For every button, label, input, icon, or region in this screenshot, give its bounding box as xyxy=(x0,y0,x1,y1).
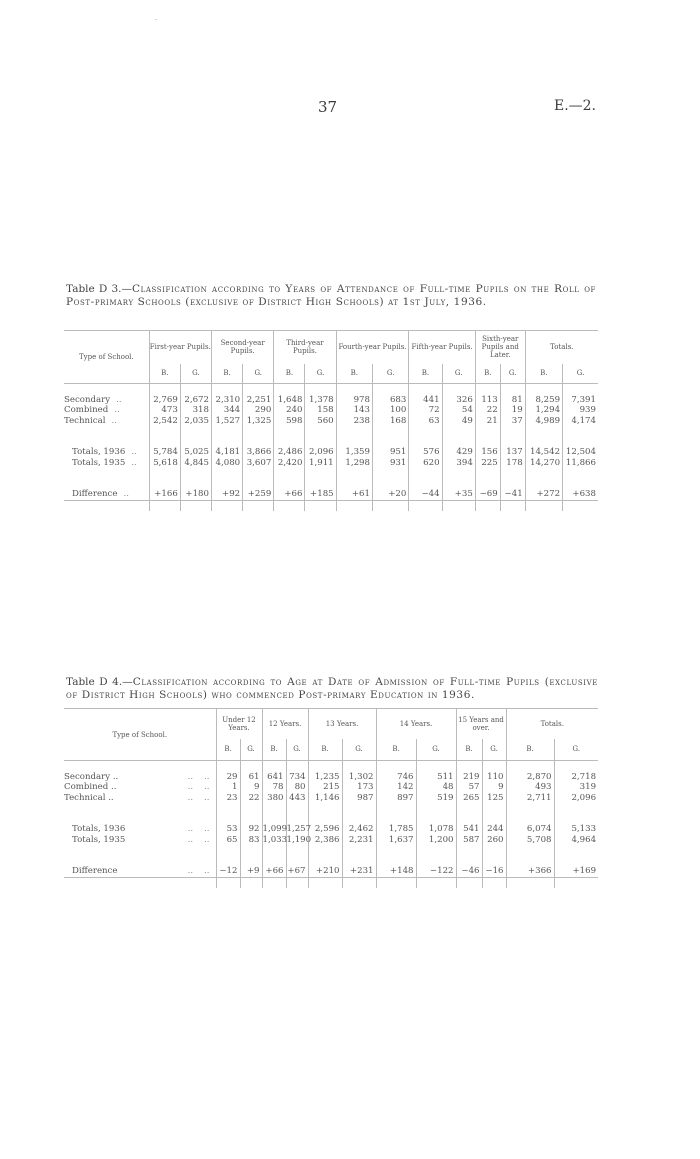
table-cell: +20 xyxy=(372,489,408,500)
table-cell: 48 xyxy=(416,782,456,793)
table-cell: 178 xyxy=(500,458,525,469)
row-label: Totals, 1936 xyxy=(72,824,126,834)
table-cell: 734 xyxy=(286,772,308,783)
table-cell: 2,462 xyxy=(342,824,376,835)
table-cell: 1,325 xyxy=(243,416,274,427)
table-row xyxy=(64,489,598,500)
table-cell: +185 xyxy=(305,489,336,500)
table-d4-caption xyxy=(66,676,598,702)
table-cell: 1,648 xyxy=(274,395,305,406)
table-cell: 61 xyxy=(240,772,262,783)
table-d3-caption-label: Table D 3.— xyxy=(66,283,132,295)
table-cell: 14,270 xyxy=(525,458,562,469)
table-cell: 587 xyxy=(456,835,482,846)
table-row xyxy=(64,793,598,804)
table-cell: 1,294 xyxy=(525,405,562,416)
row-label: Secondary .. xyxy=(64,771,119,782)
table-cell: 7,391 xyxy=(571,394,596,405)
table-cell: 83 xyxy=(240,835,262,846)
table-cell: 21 xyxy=(475,416,500,427)
table-cell: +166 xyxy=(149,489,180,500)
table-cell: −41 xyxy=(500,489,525,500)
table-cell: 23 xyxy=(216,793,240,804)
table-cell: 290 xyxy=(243,405,274,416)
boys-subheader: B. xyxy=(525,364,562,384)
table-cell: 939 xyxy=(579,405,596,415)
table-cell: 1,527 xyxy=(211,416,242,427)
girls-subheader: G. xyxy=(500,364,525,384)
table-cell: +67 xyxy=(286,866,308,877)
table-cell: 951 xyxy=(372,447,408,458)
table-cell: 519 xyxy=(416,793,456,804)
table-cell: 238 xyxy=(336,416,372,427)
table-cell: 22 xyxy=(240,793,262,804)
table-cell: 1,200 xyxy=(416,835,456,846)
table-cell: 72 xyxy=(409,405,442,416)
girls-subheader: G. xyxy=(416,739,456,761)
table-cell: 3,607 xyxy=(243,458,274,469)
table-cell: 137 xyxy=(500,447,525,458)
table-row xyxy=(64,416,598,427)
table-row xyxy=(64,447,598,458)
table-d4-group-header: 13 Years. xyxy=(308,709,376,739)
table-row xyxy=(64,772,598,783)
row-label: Combined .. xyxy=(64,782,117,792)
leader-dots: .. .. xyxy=(187,771,210,782)
table-cell: 1,190 xyxy=(286,834,312,845)
table-cell: 260 xyxy=(482,835,506,846)
table-cell: 49 xyxy=(442,416,475,427)
girls-subheader: G. xyxy=(576,369,585,378)
table-cell: 493 xyxy=(506,782,554,793)
table-cell: +61 xyxy=(336,489,372,500)
table-cell: 142 xyxy=(376,782,416,793)
table-cell: 240 xyxy=(274,405,305,416)
table-row xyxy=(64,824,598,835)
table-cell: +366 xyxy=(506,866,554,877)
table-cell: 2,486 xyxy=(274,447,305,458)
table-d4-group-header: Totals. xyxy=(540,719,564,728)
row-label: Combined xyxy=(64,405,109,415)
table-cell: 2,596 xyxy=(308,824,342,835)
table-cell: 1,033 xyxy=(262,834,288,845)
table-cell: 2,420 xyxy=(274,458,305,469)
table-cell: 429 xyxy=(442,447,475,458)
table-d3-type-header: Type of School. xyxy=(64,331,149,384)
leader-dots: .. xyxy=(116,394,122,405)
table-d4 xyxy=(64,708,598,888)
table-d3-group-header: Totals. xyxy=(550,343,574,352)
table-cell: 173 xyxy=(342,782,376,793)
girls-subheader: G. xyxy=(372,364,408,384)
table-cell: 2,542 xyxy=(149,416,180,427)
leader-dots: .. .. xyxy=(187,824,210,834)
table-cell: 265 xyxy=(456,793,482,804)
table-cell: 326 xyxy=(442,395,475,406)
row-label: Totals, 1935 xyxy=(72,457,126,468)
table-cell: 5,025 xyxy=(180,447,211,458)
table-cell: 19 xyxy=(500,405,525,416)
table-cell: 1,785 xyxy=(376,824,416,835)
table-cell: 92 xyxy=(240,824,262,835)
table-cell: 8,259 xyxy=(525,395,562,406)
table-cell: 54 xyxy=(442,405,475,416)
leader-dots: .. .. xyxy=(187,834,210,845)
girls-subheader: G. xyxy=(442,364,475,384)
table-cell: 125 xyxy=(482,793,506,804)
table-cell: 987 xyxy=(342,793,376,804)
table-d4-group-header: 14 Years. xyxy=(376,709,456,739)
boys-subheader: B. xyxy=(308,739,342,761)
table-cell: 4,845 xyxy=(180,458,211,469)
row-label: Technical xyxy=(64,415,106,426)
table-cell: +169 xyxy=(572,866,597,876)
table-cell: 394 xyxy=(442,458,475,469)
table-cell: 441 xyxy=(409,395,442,406)
table-cell: 5,133 xyxy=(571,824,597,834)
table-cell: 37 xyxy=(500,416,525,427)
table-cell: 2,672 xyxy=(180,395,211,406)
table-cell: 113 xyxy=(475,395,500,406)
leader-dots: .. .. xyxy=(187,792,210,803)
leader-dots: .. xyxy=(131,457,137,468)
table-cell: +66 xyxy=(262,866,286,877)
table-cell: 576 xyxy=(409,447,442,458)
table-d3 xyxy=(64,330,598,511)
table-cell: +35 xyxy=(442,489,475,500)
table-cell: −122 xyxy=(416,866,456,877)
table-cell: 5,784 xyxy=(149,447,180,458)
table-cell: 897 xyxy=(376,793,416,804)
table-d3-group-header: Fourth-year Pupils. xyxy=(336,331,409,364)
table-d3-group-header: Third-year Pupils. xyxy=(274,331,336,364)
table-d3-caption-text: Classification according to Years of Attendance of Full-time Pupils on the Roll of Post-primary Schools (exclusive of District High Schools) at 1st July, 1936. xyxy=(66,283,596,308)
table-cell: 1,378 xyxy=(305,395,336,406)
table-d4-group-header: 12 Years. xyxy=(262,709,308,739)
leader-dots: .. xyxy=(131,447,137,457)
table-d4-type-header: Type of School. xyxy=(64,709,216,761)
table-cell: 53 xyxy=(216,824,240,835)
table-cell: 2,251 xyxy=(243,395,274,406)
table-cell: 473 xyxy=(149,405,180,416)
leader-dots: .. .. xyxy=(187,782,210,792)
table-cell: 1,146 xyxy=(308,793,342,804)
row-label: Totals, 1936 xyxy=(72,447,126,457)
row-label: Secondary xyxy=(64,394,111,405)
row-label: Difference xyxy=(72,489,118,499)
table-d3-group-header: Fifth-year Pupils. xyxy=(409,331,475,364)
table-cell: 2,096 xyxy=(571,792,597,803)
table-cell: 4,174 xyxy=(571,415,596,426)
table-cell: 2,870 xyxy=(506,772,554,783)
table-cell: 2,769 xyxy=(149,395,180,406)
table-cell: +638 xyxy=(572,489,596,499)
leader-dots: .. xyxy=(111,415,117,426)
table-d4-caption-text: Classification according to Age at Date of Admission of Full-time Pupils (exclusive of District High Schools) who commenced Post-primary Education in 1936. xyxy=(66,676,599,701)
table-cell: 11,866 xyxy=(565,457,596,468)
table-cell: 6,074 xyxy=(506,824,554,835)
table-cell: 1,911 xyxy=(305,458,336,469)
table-cell: 158 xyxy=(305,405,336,416)
table-cell: 380 xyxy=(262,793,286,804)
table-cell: 931 xyxy=(372,458,408,469)
table-cell: 2,035 xyxy=(180,416,211,427)
table-cell: 319 xyxy=(579,782,597,792)
row-label: Technical .. xyxy=(64,792,114,803)
table-row xyxy=(64,866,598,877)
table-cell: 1,257 xyxy=(286,824,312,834)
table-cell: 443 xyxy=(286,793,308,804)
table-cell: 560 xyxy=(305,416,336,427)
table-cell: 541 xyxy=(456,824,482,835)
table-cell: −44 xyxy=(409,489,442,500)
boys-subheader: B. xyxy=(211,364,242,384)
table-cell: 683 xyxy=(372,395,408,406)
table-cell: +231 xyxy=(342,866,376,877)
table-cell: 143 xyxy=(336,405,372,416)
table-cell: 978 xyxy=(336,395,372,406)
table-cell: 156 xyxy=(475,447,500,458)
table-cell: 168 xyxy=(372,416,408,427)
table-cell: −69 xyxy=(475,489,500,500)
table-cell: 1 xyxy=(216,782,240,793)
table-cell: 344 xyxy=(211,405,242,416)
table-cell: 4,181 xyxy=(211,447,242,458)
table-cell: 2,386 xyxy=(308,835,342,846)
boys-subheader: B. xyxy=(216,739,240,761)
table-cell: 620 xyxy=(409,458,442,469)
girls-subheader: G. xyxy=(572,745,581,754)
table-cell: 2,718 xyxy=(571,771,597,782)
table-cell: 219 xyxy=(456,772,482,783)
table-cell: +148 xyxy=(376,866,416,877)
table-cell: 1,235 xyxy=(308,772,342,783)
table-cell: 2,711 xyxy=(506,793,554,804)
table-d3-group-header: First-year Pupils. xyxy=(149,331,211,364)
table-row xyxy=(64,405,598,416)
document-reference: E.—2. xyxy=(553,98,596,114)
table-row xyxy=(64,458,598,469)
table-d3-group-header: Second-year Pupils. xyxy=(211,331,273,364)
table-cell: +9 xyxy=(240,866,262,877)
table-cell: 598 xyxy=(274,416,305,427)
table-cell: 110 xyxy=(482,772,506,783)
row-label: Difference xyxy=(72,866,118,876)
table-cell: +210 xyxy=(308,866,342,877)
table-cell: 244 xyxy=(482,824,506,835)
girls-subheader: G. xyxy=(243,364,274,384)
table-cell: 81 xyxy=(500,395,525,406)
table-cell: −46 xyxy=(456,866,482,877)
table-cell: 2,310 xyxy=(211,395,242,406)
leader-dots: .. xyxy=(114,405,120,415)
table-d3-group-header: Sixth-year Pupils and Later. xyxy=(475,331,525,364)
table-cell: −16 xyxy=(482,866,506,877)
boys-subheader: B. xyxy=(409,364,442,384)
boys-subheader: B. xyxy=(262,739,286,761)
table-row xyxy=(64,395,598,406)
table-cell: 1,099 xyxy=(262,824,288,834)
table-cell: −12 xyxy=(216,866,240,877)
table-cell: +259 xyxy=(243,489,274,500)
table-d4-group-header: 15 Years and over. xyxy=(456,709,506,739)
table-cell: 3,866 xyxy=(243,447,274,458)
table-cell: 57 xyxy=(456,782,482,793)
boys-subheader: B. xyxy=(376,739,416,761)
boys-subheader: B. xyxy=(274,364,305,384)
table-cell: 14,542 xyxy=(525,447,562,458)
row-label: Totals, 1935 xyxy=(72,834,126,845)
boys-subheader: B. xyxy=(149,364,180,384)
table-cell: 78 xyxy=(262,782,286,793)
boys-subheader: B. xyxy=(506,739,554,761)
page-number: 37 xyxy=(318,98,338,116)
table-row xyxy=(64,782,598,793)
table-cell: 9 xyxy=(482,782,506,793)
table-cell: 22 xyxy=(475,405,500,416)
boys-subheader: B. xyxy=(456,739,482,761)
table-d4-group-header: Under 12 Years. xyxy=(216,709,262,739)
table-cell: 1,302 xyxy=(342,772,376,783)
table-cell: 318 xyxy=(180,405,211,416)
table-cell: 65 xyxy=(216,835,240,846)
table-cell: 29 xyxy=(216,772,240,783)
table-row xyxy=(64,835,598,846)
table-cell: 63 xyxy=(409,416,442,427)
table-cell: +272 xyxy=(525,489,562,500)
table-cell: +66 xyxy=(274,489,305,500)
table-cell: 9 xyxy=(240,782,262,793)
girls-subheader: G. xyxy=(342,739,376,761)
table-cell: 511 xyxy=(416,772,456,783)
table-cell: 4,964 xyxy=(571,834,597,845)
girls-subheader: G. xyxy=(286,739,308,761)
table-cell: +92 xyxy=(211,489,242,500)
boys-subheader: B. xyxy=(475,364,500,384)
girls-subheader: G. xyxy=(240,739,262,761)
table-cell: 2,096 xyxy=(305,447,336,458)
table-cell: 215 xyxy=(308,782,342,793)
girls-subheader: G. xyxy=(482,739,506,761)
table-cell: 2,231 xyxy=(342,835,376,846)
girls-subheader: G. xyxy=(180,364,211,384)
table-cell: 80 xyxy=(286,782,308,793)
table-cell: 1,637 xyxy=(376,835,416,846)
table-cell: 4,080 xyxy=(211,458,242,469)
leader-dots: .. .. xyxy=(187,866,210,876)
table-cell: 641 xyxy=(262,772,286,783)
speck-mark: · xyxy=(155,17,157,24)
boys-subheader: B. xyxy=(336,364,372,384)
table-cell: 225 xyxy=(475,458,500,469)
table-d3-caption xyxy=(66,283,596,309)
girls-subheader: G. xyxy=(305,364,336,384)
table-cell: 12,504 xyxy=(565,447,596,457)
table-cell: 1,298 xyxy=(336,458,372,469)
leader-dots: .. xyxy=(123,489,129,499)
table-cell: +180 xyxy=(180,489,211,500)
table-d4-caption-label: Table D 4.— xyxy=(66,676,133,688)
table-cell: 1,078 xyxy=(416,824,456,835)
table-cell: 5,708 xyxy=(506,835,554,846)
table-cell: 4,989 xyxy=(525,416,562,427)
table-cell: 746 xyxy=(376,772,416,783)
table-cell: 1,359 xyxy=(336,447,372,458)
table-cell: 5,618 xyxy=(149,458,180,469)
table-cell: 100 xyxy=(372,405,408,416)
